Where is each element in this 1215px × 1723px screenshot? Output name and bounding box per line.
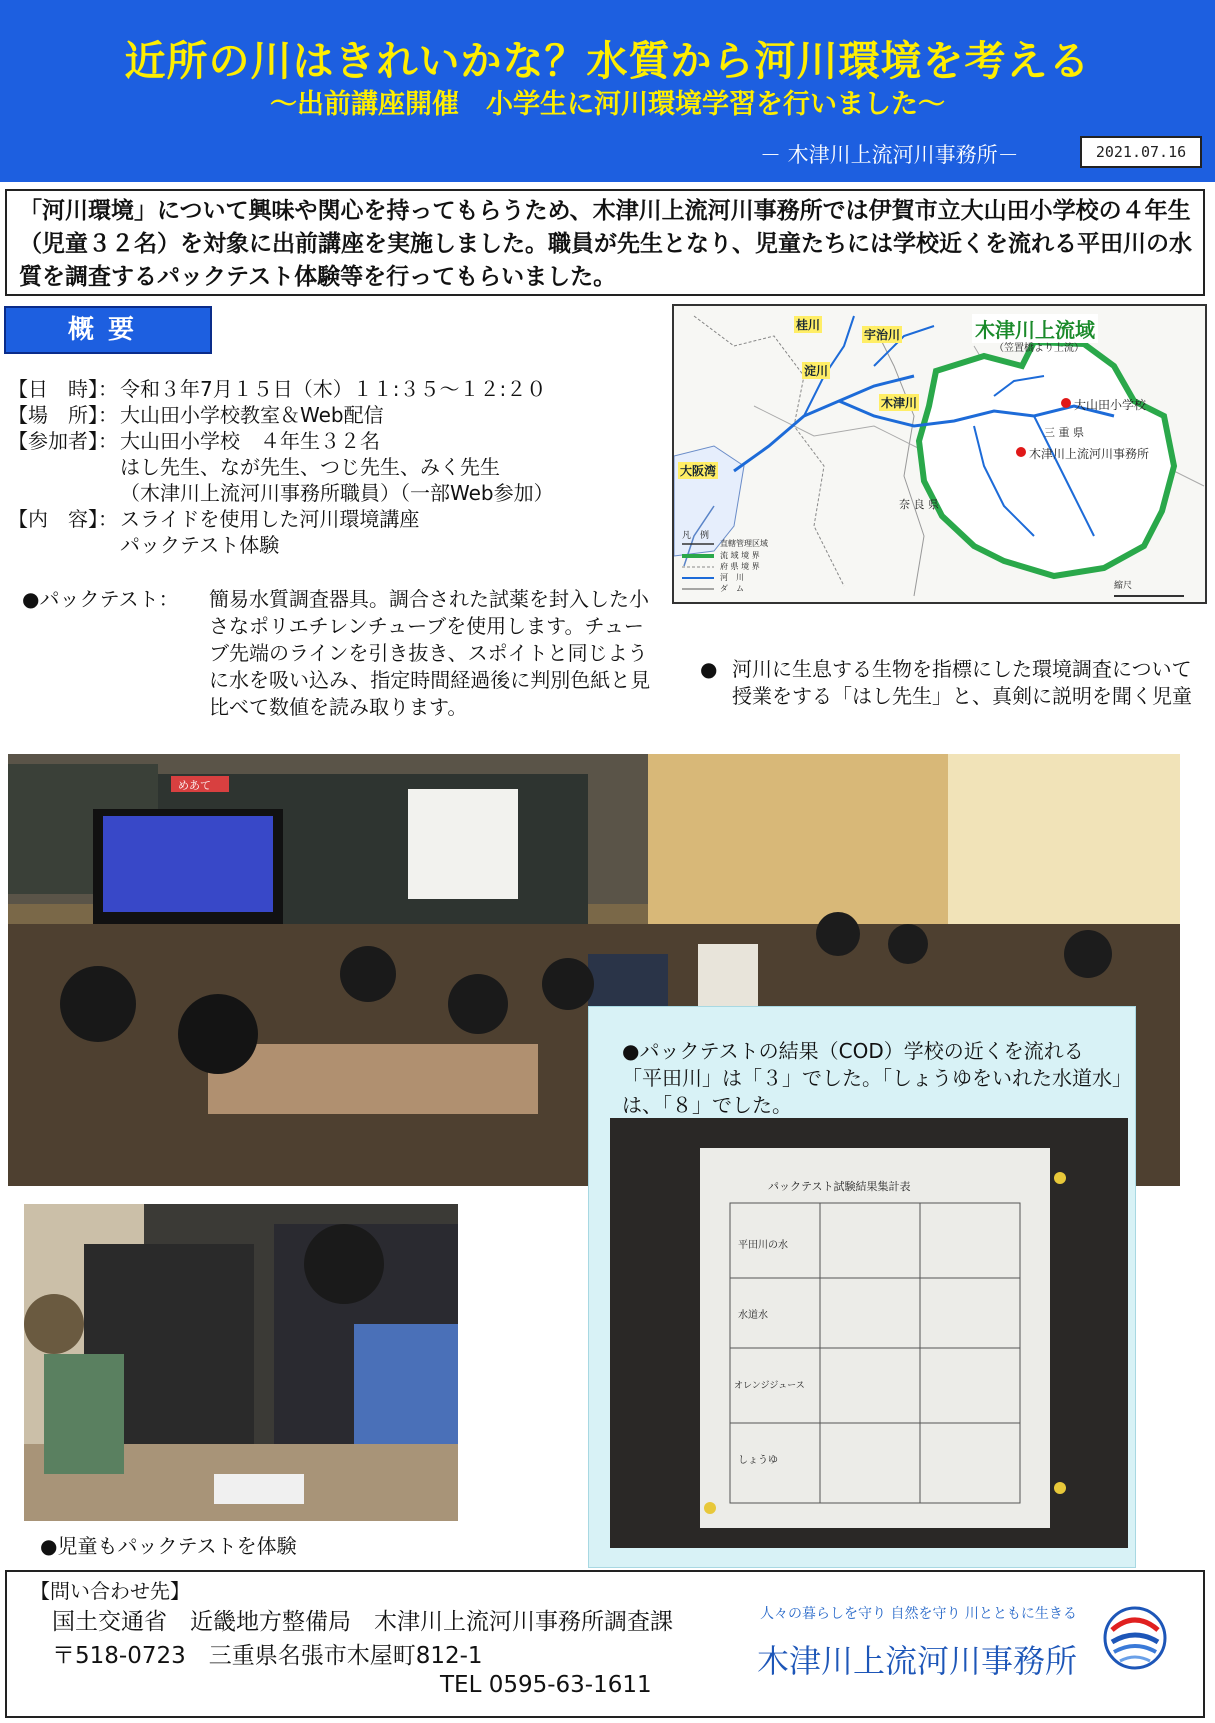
nara-label: 奈 良 県 (899, 498, 939, 511)
bio-caption-text: 河川に生息する生物を指標にした環境調査について授業をする「はし先生」と、真剣に説明を聞く児童 (732, 657, 1192, 708)
kids-photo (24, 1204, 458, 1521)
intro-box (5, 189, 1205, 296)
river-label-kizu: 木津川 (881, 396, 918, 410)
office-tagline: 人々の暮らしを守り 自然を守り 川とともに生きる (760, 1606, 1077, 1622)
office-logo-icon (1100, 1600, 1170, 1680)
detail-label: 【場 所】： (8, 403, 118, 427)
board-label: めあて (178, 779, 211, 792)
legend-item: ダ ム (720, 584, 744, 593)
chart-photo-title: パックテスト試験結果集計表 (768, 1180, 911, 1193)
legend-item: 流 域 境 界 (720, 551, 760, 560)
detail-value: パックテスト体験 (120, 533, 280, 557)
legend-title: 凡 例 (682, 531, 710, 541)
bio-caption (700, 656, 1200, 710)
detail-value: はし先生、なが先生、つじ先生、みく先生 (120, 455, 500, 479)
scale-label: 縮尺 (1114, 581, 1133, 591)
detail-value: スライドを使用した河川環境講座 (120, 507, 420, 531)
kids-caption: ●児童もパックテストを体験 (40, 1534, 297, 1558)
detail-row-place (8, 402, 554, 428)
office-label: 木津川上流河川事務所 (1029, 447, 1150, 461)
detail-row-date (8, 376, 554, 402)
prefecture-label: 三 重 県 (1044, 426, 1084, 439)
detail-value: 令和３年7月１５日（木）１１:３５～１２:２０ (120, 377, 547, 401)
detail-label: 【参加者】： (8, 429, 118, 453)
bullet-icon: ● (700, 657, 718, 681)
detail-row-participants (8, 428, 554, 506)
river-label-yodo: 淀川 (804, 364, 829, 378)
legend-item: 直轄管理区域 (720, 539, 768, 548)
map-title: 木津川上流域 (972, 314, 1098, 343)
intro-text: 「河川環境」について興味や関心を持ってもらうため、木津川上流河川事務所では伊賀市立大山田小学校の４年生（児童３２名）を対象に出前講座を実施しました。職員が先生となり、児童たちには学校近くを流れる平田川の水質を調査するパックテスト体験等を行ってもらいました。 (19, 198, 1192, 290)
chart-photo-row: しょうゆ (738, 1455, 778, 1466)
detail-row-content (8, 506, 554, 558)
basin-map (672, 304, 1207, 604)
result-chart-photo (610, 1118, 1128, 1548)
river-label-uji: 宇治川 (864, 328, 901, 342)
detail-label: 【内 容】： (8, 507, 118, 531)
contact-line-1: 国土交通省 近畿地方整備局 木津川上流河川事務所調査課 (52, 1609, 673, 1635)
detail-value: 大山田小学校 ４年生３２名 (120, 429, 380, 453)
overview-heading: 概要 (4, 306, 212, 354)
chart-photo-row: 平田川の水 (738, 1240, 788, 1251)
packtest-label: ●パックテスト： (22, 587, 179, 611)
chart-photo-row: 水道水 (738, 1310, 768, 1321)
publish-date: 2021.07.16 (1080, 136, 1202, 168)
result-caption: ●パックテストの結果（COD）学校の近くを流れる「平田川」は「３」でした。「しょうゆをいれた水道水」は、「８」でした。 (622, 1039, 1122, 1117)
page-title: 近所の川はきれいかな？水質から河川環境を考える (124, 37, 1091, 85)
map-subtitle: （笠置橋より上流） (994, 343, 1084, 354)
contact-heading: 【問い合わせ先】 (30, 1579, 190, 1603)
legend-item: 府 県 境 界 (720, 562, 760, 571)
school-label: 大山田小学校 (1074, 398, 1147, 412)
packtest-text: 簡易水質調査器具。調合された試薬を封入した小さなポリエチレンチューブを使用します。チューブ先端のラインを引き抜き、スポイトと同じように水を吸い込み、指定時間経過後に判別色紙と見比べて数値を読み取ります。 (209, 587, 651, 719)
contact-line-3: TEL 0595-63-1611 (440, 1672, 652, 1698)
chart-photo-row: オレンジジュース (734, 1381, 805, 1391)
header-office: － 木津川上流河川事務所－ (760, 143, 1019, 167)
page-subtitle: ～出前講座開催 小学生に河川環境学習を行いました～ (270, 89, 945, 120)
overview-details (8, 376, 554, 558)
detail-value: （木津川上流河川事務所職員）（一部Web参加） (120, 481, 554, 505)
detail-label: 【日 時】： (8, 377, 118, 401)
river-label-katsura: 桂川 (796, 318, 821, 332)
detail-value: 大山田小学校教室＆Web配信 (120, 403, 384, 427)
legend-item: 河 川 (720, 573, 744, 582)
office-name-logo: 木津川上流河川事務所 (757, 1642, 1078, 1680)
bay-label: 大阪湾 (680, 464, 717, 478)
contact-line-2: 〒518-0723 三重県名張市木屋町812-1 (52, 1643, 483, 1669)
